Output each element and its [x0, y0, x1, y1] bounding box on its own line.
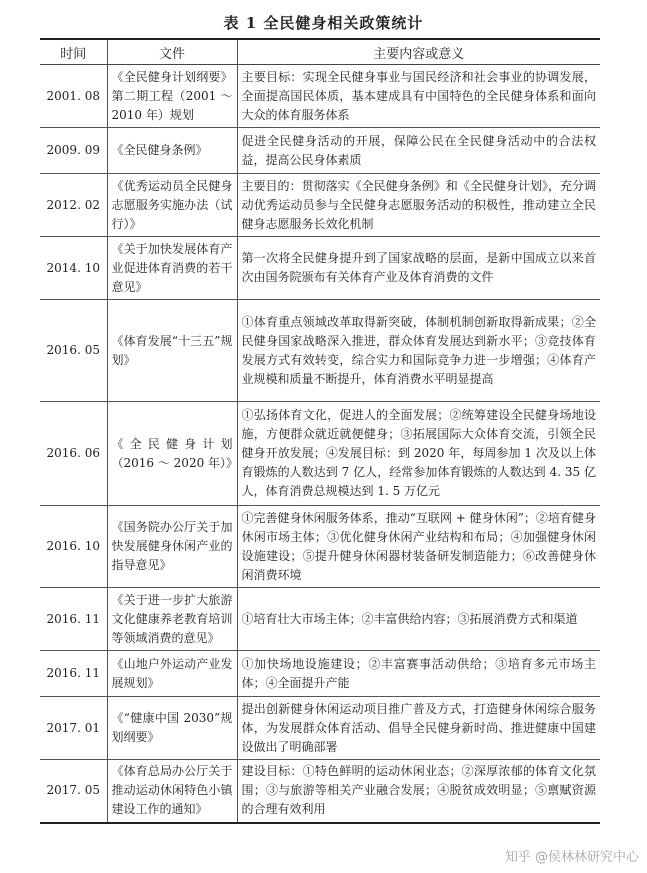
- cell-time: 2016. 11: [40, 651, 107, 697]
- table-row: [40, 65, 600, 128]
- table-row: [40, 174, 600, 237]
- cell-time: 2016. 05: [40, 300, 107, 402]
- watermark: 知乎 @侯林林研究中心: [504, 850, 639, 865]
- cell-content: ①加快场地设施建设；②丰富赛事活动供给；③培育多元市场主体；④全面提升产能: [237, 651, 600, 697]
- cell-time: 2009. 09: [40, 128, 107, 174]
- cell-time: 2012. 02: [40, 174, 107, 237]
- cell-document: 《全民健身计划（2016 ～ 2020 年）》: [107, 402, 237, 506]
- cell-document: 《体育总局办公厅关于推动运动休闲特色小镇建设工作的通知》: [107, 760, 237, 823]
- cell-document: 《“健康中国 2030”规划纲要》: [107, 697, 237, 760]
- cell-content: 提出创新健身休闲运动项目推广普及方式，打造健身休闲综合服务体，为发展群众体育活动、倡导全民健身新时尚、推进健康中国建设做出了明确部署: [237, 697, 600, 760]
- cell-document: 《山地户外运动产业发展规划》: [107, 651, 237, 697]
- cell-time: 2001. 08: [40, 65, 107, 128]
- header-content: 主要内容或意义: [237, 39, 600, 65]
- cell-time: 2016. 10: [40, 506, 107, 588]
- table-row: [40, 300, 600, 402]
- cell-content: 主要目的：贯彻落实《全民健身条例》和《全民健身计划》，充分调动优秀运动员参与全民健身志愿服务活动的积极性，推动建立全民健身志愿服务长效化机制: [237, 174, 600, 237]
- cell-content: 第一次将全民健身提升到了国家战略的层面，是新中国成立以来首次由国务院颁布有关体育产业及体育消费的文件: [237, 237, 600, 300]
- cell-document: 《关于加快发展体育产业促进体育消费的若干意见》: [107, 237, 237, 300]
- cell-document: 《国务院办公厅关于加快发展健身休闲产业的指导意见》: [107, 506, 237, 588]
- cell-content: ①体育重点领域改革取得新突破，体制机制创新取得新成果；②全民健身国家战略深入推进，群众体育发展达到新水平；③竞技体育发展方式有效转变，综合实力和国际竞争力进一步增强；④体育产业规模和质量不断提升，体育消费水平明显提高: [237, 300, 600, 402]
- table-row: [40, 697, 600, 760]
- cell-time: 2016. 11: [40, 588, 107, 651]
- table-row: [40, 651, 600, 697]
- cell-content: ①完善健身休闲服务体系，推动“互联网 + 健身休闲”；②培育健身休闲市场主体；③优化健身休闲产业结构和布局；④加强健身休闲设施建设；⑤提升健身休闲器材装备研发制造能力；⑥改善健身休闲消费环境: [237, 506, 600, 588]
- cell-content: 促进全民健身活动的开展，保障公民在全民健身活动中的合法权益，提高公民身体素质: [237, 128, 600, 174]
- policy-table: [40, 38, 600, 824]
- cell-time: 2014. 10: [40, 237, 107, 300]
- cell-time: 2017. 05: [40, 760, 107, 823]
- table-header-row: [40, 39, 600, 65]
- table-row: [40, 506, 600, 588]
- cell-time: 2016. 06: [40, 402, 107, 506]
- table-row: [40, 402, 600, 506]
- cell-content: ①培育壮大市场主体；②丰富供给内容；③拓展消费方式和渠道: [237, 588, 600, 651]
- cell-document: 《优秀运动员全民健身志愿服务实施办法（试行）》: [107, 174, 237, 237]
- cell-document: 《关于进一步扩大旅游文化健康养老教育培训等领域消费的意见》: [107, 588, 237, 651]
- cell-document: 《体育发展“十三五”规划》: [107, 300, 237, 402]
- cell-content: 建设目标：①特色鲜明的运动休闲业态；②深厚浓郁的体育文化氛围；③与旅游等相关产业融合发展；④脱贫成效明显；⑤禀赋资源的合理有效利用: [237, 760, 600, 823]
- header-document: 文件: [107, 39, 237, 65]
- table-row: [40, 237, 600, 300]
- cell-document: 《全民健身计划纲要》第二期工程（2001 ～ 2010 年）规划: [107, 65, 237, 128]
- cell-content: 主要目标：实现全民健身事业与国民经济和社会事业的协调发展，全面提高国民体质，基本建成具有中国特色的全民健身体系和面向大众的体育服务体系: [237, 65, 600, 128]
- cell-time: 2017. 01: [40, 697, 107, 760]
- table-title: 表 1 全民健身相关政策统计: [223, 14, 424, 32]
- header-time: 时间: [40, 39, 107, 65]
- table-row: [40, 588, 600, 651]
- cell-document: 《全民健身条例》: [107, 128, 237, 174]
- cell-content: ①弘扬体育文化，促进人的全面发展；②统筹建设全民健身场地设施，方便群众就近就便健身；③拓展国际大众体育交流，引领全民健身开放发展；④发展目标：到 2020 年，每周参加 1 次及以上体育锻炼的人数达到 7 亿人，经常参加体育锻炼的人数达到 4. 35 亿人，体育消费总规模达到 1. 5 万亿元: [237, 402, 600, 506]
- table-row: [40, 128, 600, 174]
- table-row: [40, 760, 600, 823]
